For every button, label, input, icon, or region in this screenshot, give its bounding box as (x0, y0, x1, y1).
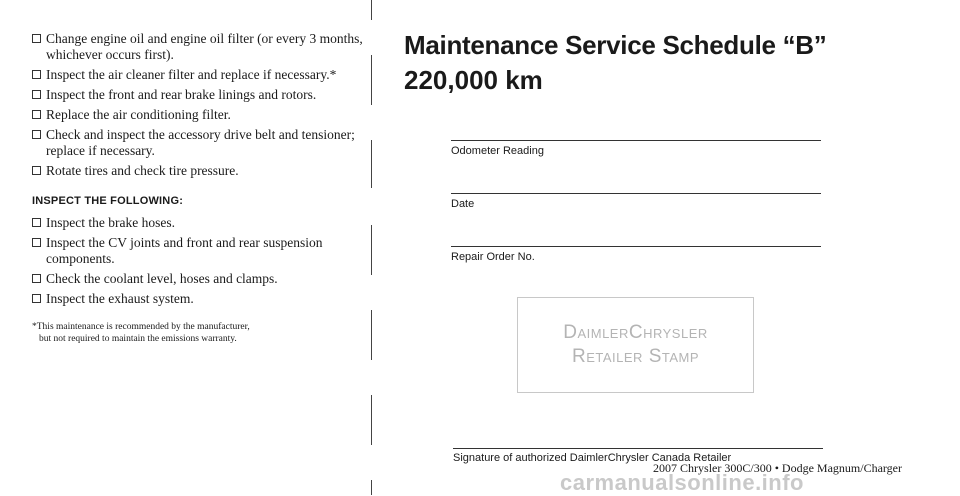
checklist-item[interactable]: Inspect the front and rear brake linings and rotors. (32, 87, 372, 103)
checklist-item[interactable]: Inspect the air cleaner filter and replace if necessary.* (32, 67, 372, 83)
date-line[interactable] (451, 193, 821, 194)
checkbox-icon[interactable] (32, 294, 41, 303)
cut-mark (371, 310, 372, 360)
stamp-line: DaimlerChrysler (563, 322, 708, 343)
stamp-line: Retailer Stamp (571, 346, 700, 367)
checklist-b (32, 215, 372, 307)
footnote-line: *This maintenance is recommended by the manufacturer, (32, 322, 250, 332)
checklist-item[interactable]: Change engine oil and engine oil filter (or every 3 months, whichever occurs first). (32, 31, 372, 63)
checklist-item[interactable]: Inspect the exhaust system. (32, 291, 372, 307)
cut-mark (371, 225, 372, 275)
checklist-a (32, 31, 372, 179)
checkbox-icon[interactable] (32, 110, 41, 119)
date-label: Date (451, 198, 475, 210)
odometer-label: Odometer Reading (451, 145, 544, 157)
checkbox-icon[interactable] (32, 34, 41, 43)
page-subtitle: 220,000 km (404, 65, 543, 95)
signature-label: Signature of authorized DaimlerChrysler Canada Retailer (453, 452, 732, 464)
cut-mark (371, 140, 372, 188)
checklist-item[interactable]: Check and inspect the accessory drive belt and tensioner; replace if necessary. (32, 127, 372, 159)
repair-order-label: Repair Order No. (451, 251, 535, 263)
left-panel (32, 31, 372, 345)
cut-mark (371, 480, 372, 495)
checklist-item[interactable]: Rotate tires and check tire pressure. (32, 163, 372, 179)
retailer-stamp-box (517, 297, 754, 393)
checkbox-icon[interactable] (32, 130, 41, 139)
odometer-line[interactable] (451, 140, 821, 141)
cut-mark (371, 55, 372, 105)
repair-order-line[interactable] (451, 246, 821, 247)
cut-mark (371, 0, 372, 20)
watermark: carmanualsonline.info (560, 470, 804, 495)
checklist-item[interactable]: Inspect the brake hoses. (32, 215, 372, 231)
checkbox-icon[interactable] (32, 90, 41, 99)
checklist-item[interactable]: Check the coolant level, hoses and clamps. (32, 271, 372, 287)
checkbox-icon[interactable] (32, 166, 41, 175)
cut-mark (371, 395, 372, 445)
page-title: Maintenance Service Schedule “B” (404, 30, 827, 60)
footnote (32, 321, 372, 345)
checkbox-icon[interactable] (32, 70, 41, 79)
checkbox-icon[interactable] (32, 274, 41, 283)
inspect-heading: INSPECT THE FOLLOWING: (32, 195, 184, 207)
footer-text: 2007 Chrysler 300C/300 • Dodge Magnum/Charger (653, 461, 902, 475)
signature-line[interactable] (453, 448, 823, 449)
footnote-line: but not required to maintain the emissions warranty. (39, 334, 237, 344)
checklist-item[interactable]: Replace the air conditioning filter. (32, 107, 372, 123)
checkbox-icon[interactable] (32, 218, 41, 227)
checkbox-icon[interactable] (32, 238, 41, 247)
checklist-item[interactable]: Inspect the CV joints and front and rear suspension components. (32, 235, 372, 267)
